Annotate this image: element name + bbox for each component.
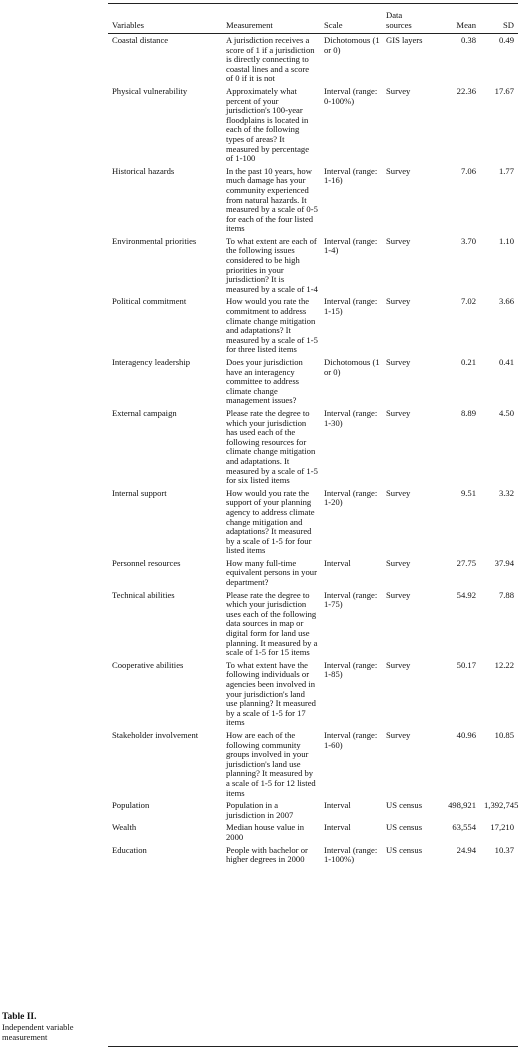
cell-mean: 22.36: [456, 85, 476, 96]
cell-variable: Internal support: [112, 487, 167, 498]
table-caption: [2, 1012, 102, 1042]
cell-variable: Political commitment: [112, 296, 187, 307]
cell-data-source: Survey: [386, 487, 411, 498]
table-row: [108, 843, 518, 869]
cell-mean: 50.17: [456, 659, 476, 670]
cell-scale: Interval (range: 1-20): [324, 487, 378, 508]
cell-variable: Education: [112, 844, 147, 855]
cell-mean: 24.94: [456, 844, 476, 855]
cell-data-source: Survey: [386, 85, 411, 96]
cell-sd: 37.94: [494, 557, 514, 568]
cell-sd: 17,210: [490, 822, 514, 833]
header-mean: Mean: [456, 19, 476, 30]
table-row: [108, 164, 518, 234]
cell-mean: 0.21: [460, 357, 476, 367]
cell-sd: 7.88: [498, 589, 514, 600]
cell-data-source: Survey: [386, 165, 411, 176]
cell-measurement: A jurisdiction receives a score of 1 if a jurisdiction is directly connecting to coastal lines and a score of 0 if it is not: [226, 35, 315, 84]
cell-data-source: GIS layers: [386, 35, 423, 45]
cell-variable: Wealth: [112, 822, 137, 833]
table-row: [108, 556, 518, 588]
cell-data-source: Survey: [386, 296, 411, 307]
cell-sd: 12.22: [494, 659, 514, 670]
cell-mean: 27.75: [456, 557, 476, 568]
cell-measurement: To what extent have the following individuals or agencies been involved in your jurisdiction's land use planning? It measured by a scale of 1-5 for 17 items: [226, 659, 316, 728]
cell-measurement: Please rate the degree to which your jurisdiction uses each of the following data sources in map or digital form for land use planning. It measured by a scale of 1-5 for 15 items: [226, 589, 318, 658]
table-row: [108, 658, 518, 728]
cell-data-source: Survey: [386, 729, 411, 740]
table-row: [108, 820, 518, 842]
cell-measurement: How are each of the following community groups involved in your jurisdiction's land use planning? It measured by a scale of 1-5 for 12 listed items: [226, 729, 316, 798]
cell-data-source: Survey: [386, 235, 411, 246]
cell-scale: Interval: [324, 822, 351, 833]
cell-variable: Historical hazards: [112, 165, 175, 176]
cell-variable: Stakeholder involvement: [112, 729, 199, 740]
cell-scale: Dichotomous (1 or 0): [324, 357, 380, 377]
cell-sd: 1,392,745: [484, 800, 519, 811]
caption-text: Independent variable measurement: [2, 1022, 74, 1042]
header-sd: SD: [503, 19, 514, 30]
variable-measurement-table: [108, 3, 518, 869]
cell-sd: 0.41: [498, 357, 514, 367]
table-bottom-rule: [108, 1046, 518, 1047]
cell-mean: 63,554: [452, 822, 476, 833]
cell-measurement: Population in a jurisdiction in 2007: [226, 800, 294, 820]
cell-sd: 3.32: [498, 487, 514, 498]
cell-sd: 3.66: [498, 296, 514, 307]
cell-data-source: Survey: [386, 589, 411, 600]
cell-mean: 54.92: [456, 589, 476, 600]
table-header-row: [108, 3, 518, 33]
cell-measurement: Approximately what percent of your jurisdiction's 100-year floodplains is located in each of the following types of areas? It measured by percentage of 1-100: [226, 85, 310, 164]
cell-sd: 1.10: [498, 235, 514, 246]
cell-variable: Personnel resources: [112, 557, 181, 568]
cell-variable: Population: [112, 800, 150, 811]
cell-sd: 10.37: [494, 844, 514, 855]
cell-sd: 17.67: [494, 85, 514, 96]
table-row: [108, 798, 518, 820]
table-body: [108, 33, 518, 869]
cell-measurement: How would you rate the support of your planning agency to address climate change mitigation and adaptations? It measured by a scale of 1-5 for four listed items: [226, 487, 315, 556]
cell-data-source: US census: [386, 800, 423, 811]
header-data-sources: Data sources: [386, 10, 412, 30]
cell-measurement: People with bachelor or higher degrees in 2000: [226, 844, 308, 865]
cell-scale: Interval (range: 1-75): [324, 589, 378, 610]
cell-variable: External campaign: [112, 407, 177, 418]
cell-measurement: Does your jurisdiction have an interagency committee to address climate change management issues?: [226, 357, 303, 406]
cell-mean: 3.70: [460, 235, 476, 246]
cell-mean: 0.38: [460, 35, 476, 45]
header-variables: Variables: [112, 19, 144, 30]
cell-data-source: US census: [386, 844, 423, 855]
cell-variable: Cooperative abilities: [112, 659, 184, 670]
cell-data-source: US census: [386, 822, 423, 833]
table-row: [108, 406, 518, 486]
cell-data-source: Survey: [386, 557, 411, 568]
cell-scale: Interval: [324, 557, 351, 568]
table-row: [108, 728, 518, 798]
cell-scale: Interval (range: 1-4): [324, 235, 378, 256]
cell-sd: 4.50: [498, 407, 514, 418]
cell-measurement: How many full-time equivalent persons in your department?: [226, 557, 317, 588]
cell-sd: 10.85: [494, 729, 514, 740]
cell-scale: Interval (range: 1-100%): [324, 844, 378, 865]
cell-scale: Interval (range: 0-100%): [324, 85, 378, 106]
cell-data-source: Survey: [386, 357, 411, 367]
cell-scale: Dichotomous (1 or 0): [324, 35, 380, 55]
cell-variable: Physical vulnerability: [112, 85, 188, 96]
cell-data-source: Survey: [386, 407, 411, 418]
cell-measurement: Please rate the degree to which your jurisdiction has used each of the following resources for climate change mitigation and adaptations. It measured by a scale of 1-5 for six listed items: [226, 407, 318, 486]
cell-sd: 1.77: [498, 165, 514, 176]
header-measurement: Measurement: [226, 19, 273, 30]
table-row: [108, 33, 518, 84]
cell-variable: Environmental priorities: [112, 235, 197, 246]
table-row: [108, 355, 518, 406]
cell-scale: Interval (range: 1-16): [324, 165, 378, 186]
cell-mean: 7.02: [460, 296, 476, 307]
cell-variable: Technical abilities: [112, 589, 175, 600]
header-scale: Scale: [324, 19, 343, 30]
cell-data-source: Survey: [386, 659, 411, 670]
table-row: [108, 588, 518, 658]
cell-scale: Interval (range: 1-15): [324, 296, 378, 317]
table-row: [108, 234, 518, 295]
caption-title: Table II.: [2, 1012, 37, 1022]
cell-sd: 0.49: [498, 35, 514, 45]
cell-variable: Interagency leadership: [112, 357, 191, 367]
cell-variable: Coastal distance: [112, 35, 169, 45]
cell-mean: 8.89: [460, 407, 476, 418]
cell-mean: 9.51: [460, 487, 476, 498]
cell-mean: 40.96: [456, 729, 476, 740]
cell-scale: Interval (range: 1-60): [324, 729, 378, 750]
cell-mean: 7.06: [460, 165, 476, 176]
cell-mean: 498,921: [448, 800, 476, 811]
cell-scale: Interval (range: 1-85): [324, 659, 378, 680]
table-row: [108, 84, 518, 164]
cell-scale: Interval (range: 1-30): [324, 407, 378, 428]
table-row: [108, 486, 518, 556]
table-row: [108, 294, 518, 355]
cell-measurement: Median house value in 2000: [226, 822, 305, 842]
cell-scale: Interval: [324, 800, 351, 811]
cell-measurement: To what extent are each of the following issues considered to be high priorities in your jurisdiction? It is measured by a scale of 1-4: [226, 235, 318, 294]
cell-measurement: How would you rate the commitment to address climate change mitigation and adaptations? It measured by a scale of 1-5 for three listed items: [226, 296, 318, 355]
cell-measurement: In the past 10 years, how much damage has your community experienced from natural hazards. It measured by a scale of 0-5 for each of the four listed items: [226, 165, 318, 234]
